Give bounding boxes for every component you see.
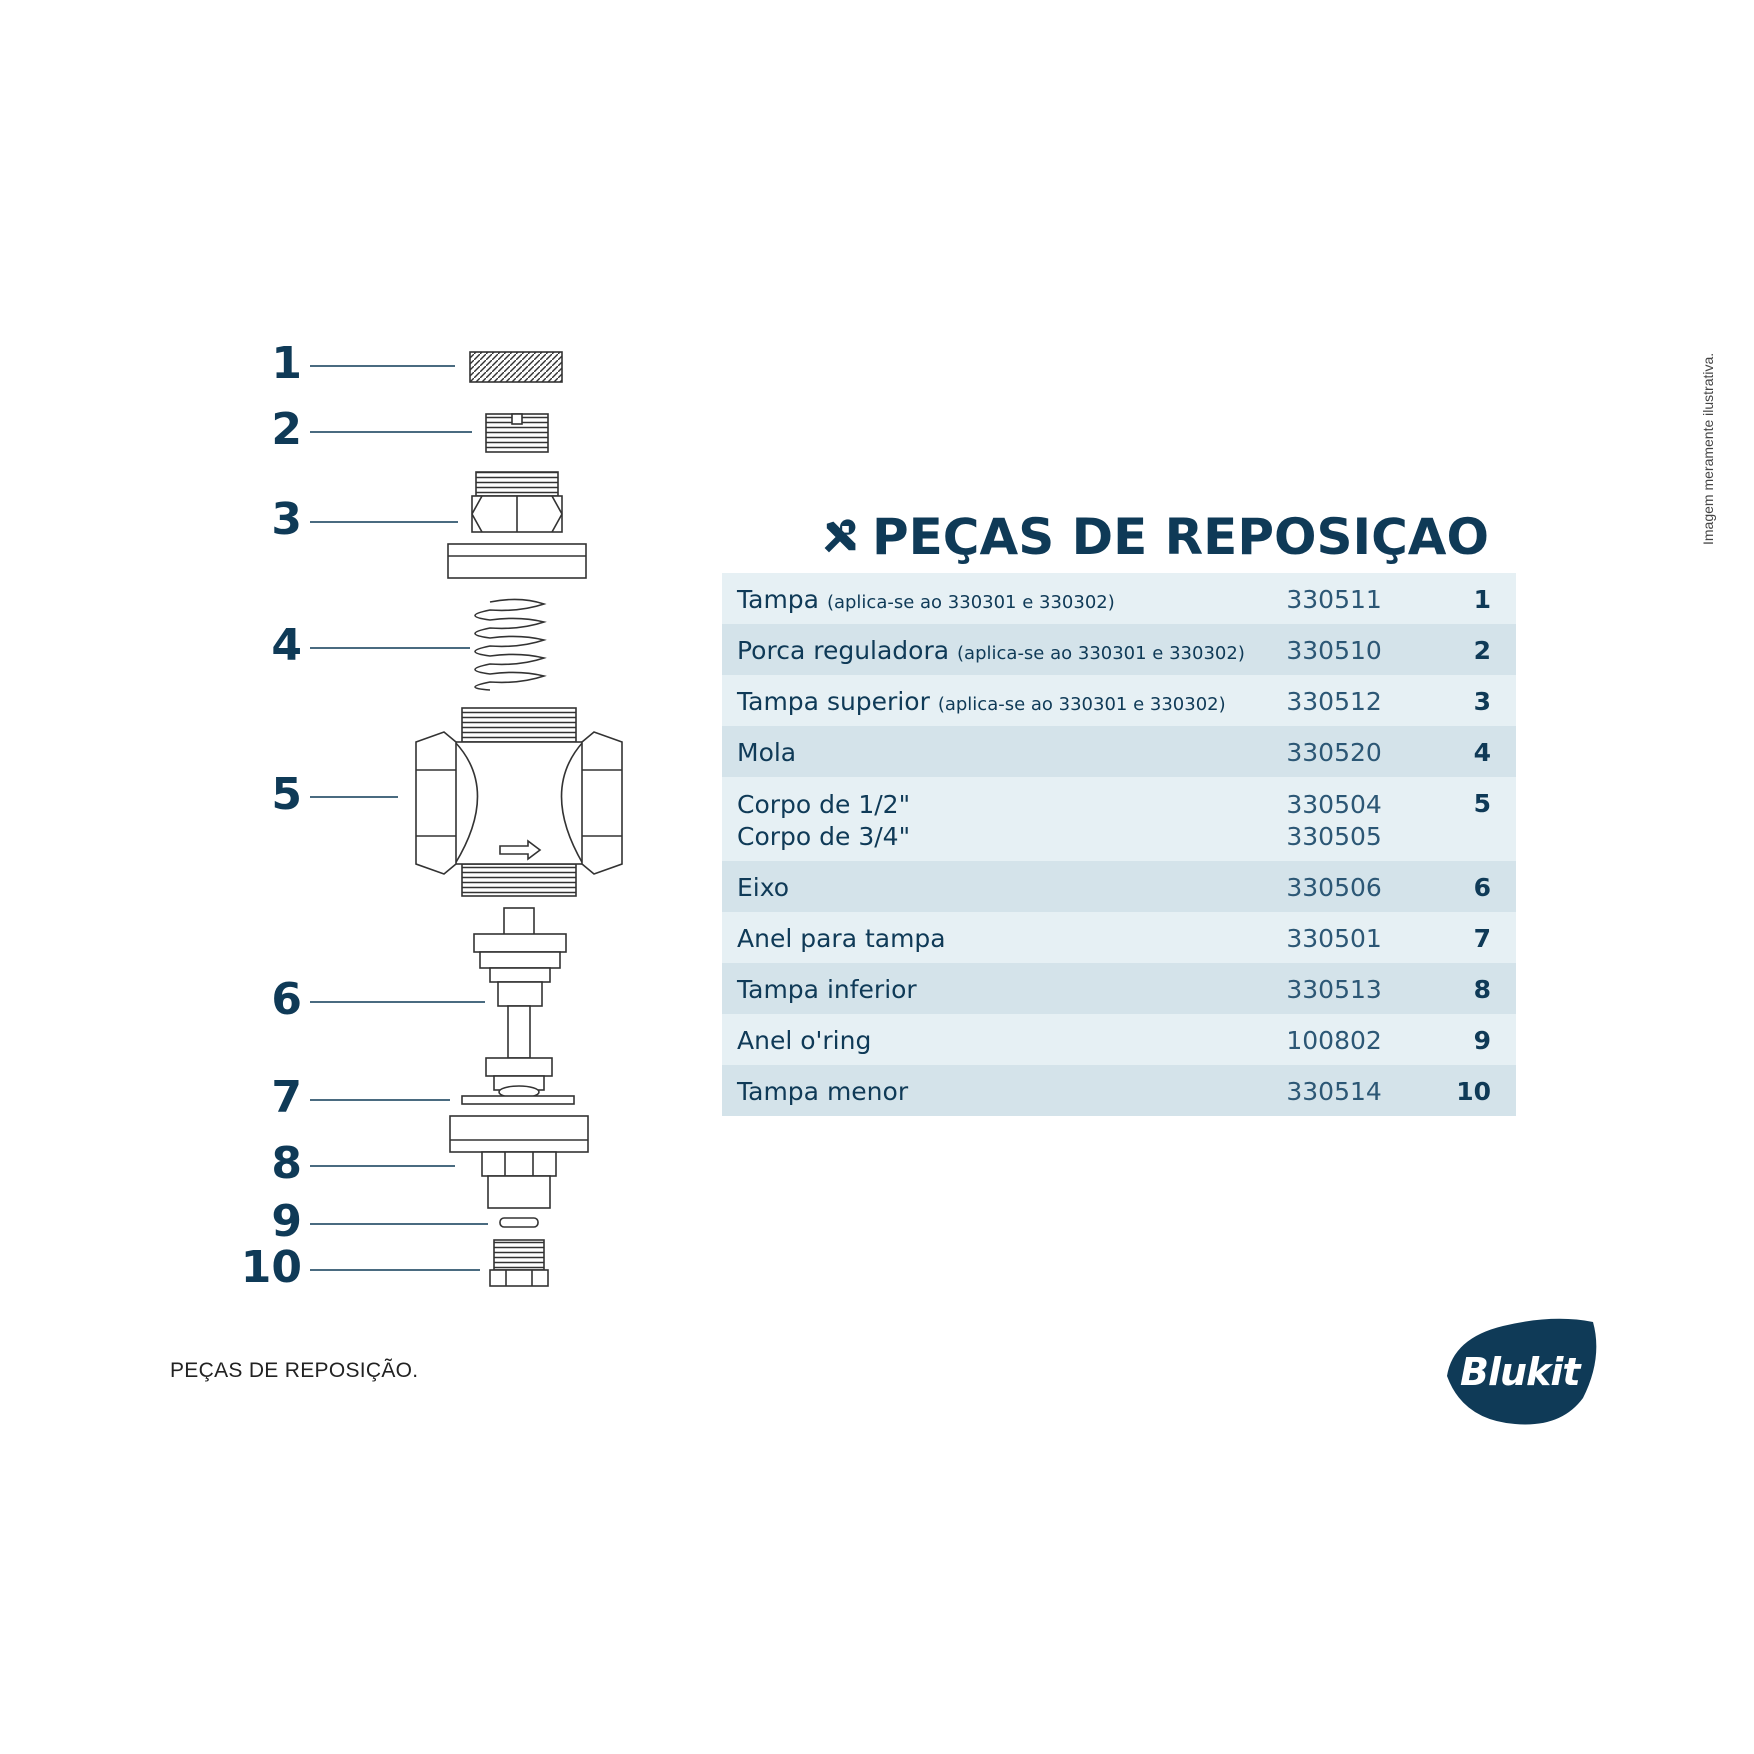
callout-9: 9: [271, 1196, 302, 1247]
callout-5: 5: [271, 769, 302, 820]
part-code: 330506: [1286, 873, 1382, 902]
part-number: 10: [1456, 1077, 1491, 1106]
part-3-tampa-superior: [448, 472, 586, 578]
tools-icon: [818, 515, 862, 559]
table-row: [722, 777, 1516, 861]
part-note: (aplica-se ao 330301 e 330302): [826, 592, 1115, 613]
part-code-alt: 330505: [1286, 822, 1382, 851]
part-code: 330510: [1286, 636, 1382, 665]
table-row: [722, 1014, 1516, 1065]
part-number: 5: [1473, 789, 1491, 818]
part-name: Tampa menor: [737, 1077, 909, 1106]
part-code: 330514: [1286, 1077, 1382, 1106]
part-name: Tampa: [737, 585, 819, 614]
table-row: [722, 1065, 1516, 1116]
part-name: Mola: [737, 738, 797, 767]
part-code: 330511: [1286, 585, 1382, 614]
part-7-anel-para-tampa: [462, 1096, 574, 1104]
callout-3: 3: [271, 494, 302, 545]
table-title: [818, 508, 1489, 566]
callout-10: 10: [240, 1242, 302, 1293]
part-2-porca-reguladora: [486, 414, 548, 452]
part-number: 6: [1473, 873, 1491, 902]
part-number: 9: [1473, 1026, 1491, 1055]
part-10-tampa-menor: [490, 1240, 548, 1286]
part-1-tampa: [470, 352, 562, 382]
part-number: 2: [1473, 636, 1491, 665]
table-row: [722, 912, 1516, 963]
callout-1: 1: [271, 338, 302, 389]
part-number: 8: [1473, 975, 1491, 1004]
callout-2: 2: [271, 404, 302, 455]
part-5-corpo: [416, 708, 622, 896]
part-name: Eixo: [737, 873, 790, 902]
parts-table: [722, 573, 1516, 1116]
footer-caption: PEÇAS DE REPOSIÇÃO.: [170, 1359, 419, 1382]
callout-7: 7: [271, 1072, 302, 1123]
part-4-mola: [475, 599, 544, 690]
table-row: [722, 963, 1516, 1014]
table-row: [722, 573, 1516, 624]
part-number: 7: [1473, 924, 1491, 953]
table-title-text: PEÇAS DE REPOSIÇAO: [872, 508, 1489, 566]
part-code: 330512: [1286, 687, 1382, 716]
table-row: [722, 675, 1516, 726]
part-number: 4: [1473, 738, 1491, 767]
part-code: 330520: [1286, 738, 1382, 767]
callout-6: 6: [271, 974, 302, 1025]
part-name: Tampa superior: [737, 687, 930, 716]
callout-4: 4: [271, 620, 302, 671]
part-number: 3: [1473, 687, 1491, 716]
part-name: Anel o'ring: [737, 1026, 872, 1055]
part-note: (aplica-se ao 330301 e 330302): [957, 643, 1245, 664]
part-name: Tampa inferior: [737, 975, 917, 1004]
part-8-tampa-inferior: [450, 1116, 588, 1208]
part-number: 1: [1473, 585, 1491, 614]
table-row: [722, 726, 1516, 777]
part-code: 330504: [1286, 790, 1382, 819]
part-note: (aplica-se ao 330301 e 330302): [937, 694, 1226, 715]
part-code: 330501: [1286, 924, 1382, 953]
part-code: 100802: [1286, 1026, 1382, 1055]
logo-text: Blukit: [1460, 1350, 1580, 1394]
part-code: 330513: [1286, 975, 1382, 1004]
part-name: Corpo de 1/2": [737, 790, 911, 819]
part-6-eixo: [474, 908, 566, 1098]
table-row: [722, 624, 1516, 675]
table-row: [722, 861, 1516, 912]
part-name-alt: Corpo de 3/4": [737, 822, 911, 851]
illustrative-note: Imagem meramente ilustrativa.: [1700, 352, 1716, 545]
part-name: Porca reguladora: [737, 636, 950, 665]
part-9-anel-oring: [500, 1218, 538, 1227]
part-name: Anel para tampa: [737, 924, 946, 953]
callout-8: 8: [271, 1138, 302, 1189]
